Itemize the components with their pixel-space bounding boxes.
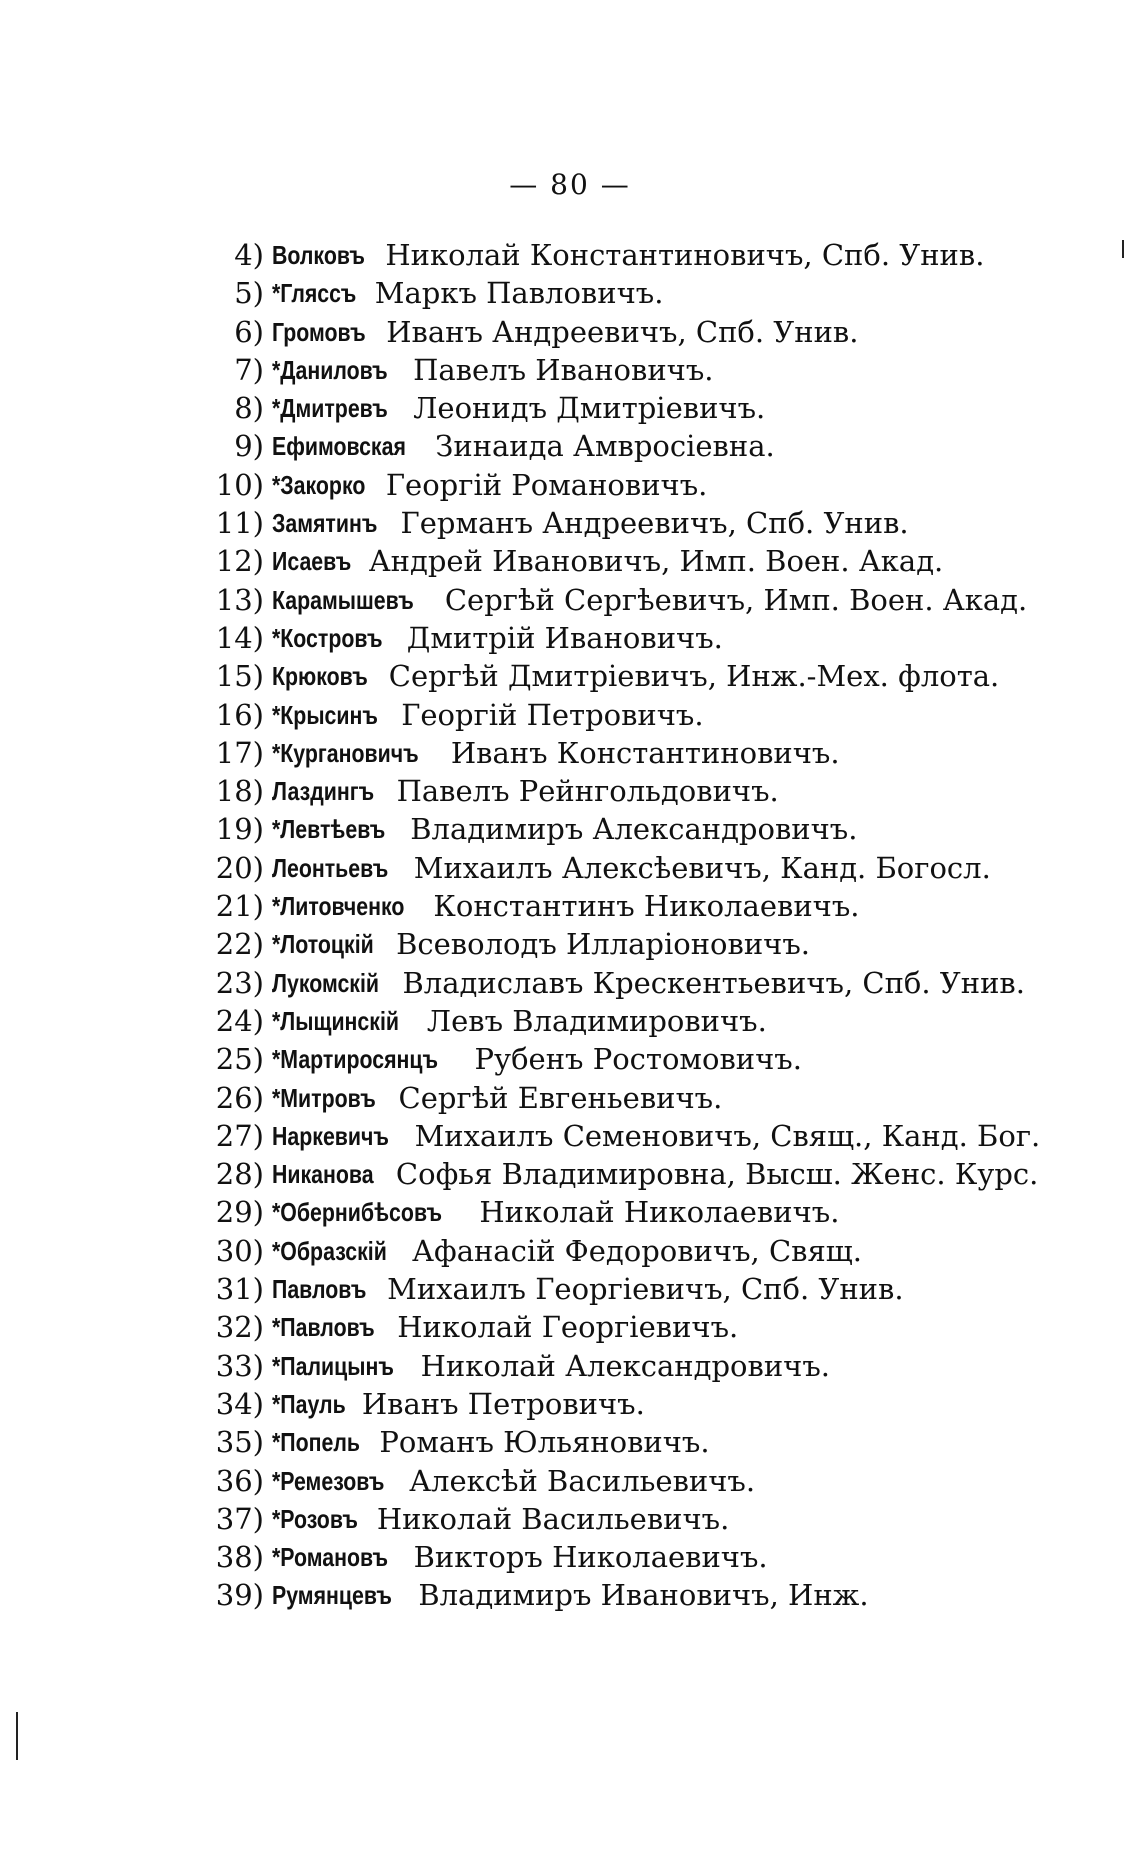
name-list: [0, 236, 1140, 1615]
entry-surname: Ефимовская: [272, 431, 406, 462]
entry-details: Алексѣй Васильевичъ.: [409, 1463, 756, 1498]
entry-details: Сергѣй Сергѣевичъ, Имп. Воен. Акад.: [444, 582, 1028, 617]
list-item: [0, 427, 1140, 465]
entry-details: Зинаида Амвросіевна.: [435, 429, 775, 464]
entry-details: Всеволодъ Илларіоновичъ.: [396, 927, 810, 962]
entry-surname: Румянцевъ: [272, 1580, 392, 1611]
entry-number: 15): [215, 659, 264, 694]
entry-number: 13): [215, 582, 264, 617]
entry-number: 26): [215, 1080, 264, 1115]
page-number: — 80 —: [509, 168, 631, 201]
entry-surname: Крюковъ: [272, 661, 368, 692]
entry-number: 31): [215, 1272, 264, 1307]
entry-details: Афанасій Федоровичъ, Свящ.: [412, 1233, 862, 1268]
entry-number: 28): [215, 1157, 264, 1192]
entry-number: 11): [215, 506, 264, 541]
list-item: [0, 887, 1140, 925]
entry-details: Иванъ Андреевичъ, Спб. Унив.: [386, 314, 859, 349]
entry-details: Викторъ Николаевичъ.: [413, 1540, 768, 1575]
entry-number: 33): [215, 1348, 264, 1383]
entry-number: 36): [215, 1463, 264, 1498]
list-item: [0, 581, 1140, 619]
entry-number: 4): [234, 238, 264, 272]
entry-number: 8): [234, 391, 264, 426]
entry-number: 12): [215, 544, 264, 579]
entry-details: Иванъ Петровичъ.: [361, 1386, 645, 1421]
entry-surname: *Лыщинскій: [272, 1005, 399, 1036]
entry-number: 6): [234, 314, 264, 349]
entry-number: 5): [234, 276, 264, 311]
list-item: [0, 1155, 1140, 1193]
entry-surname: *Гляссъ: [272, 278, 357, 309]
entry-surname: Карамышевъ: [272, 584, 414, 615]
list-item: [0, 351, 1140, 389]
list-item: [0, 1308, 1140, 1346]
entry-details: Владимиръ Александровичъ.: [410, 812, 858, 847]
list-item: [0, 389, 1140, 427]
list-item: [0, 1347, 1140, 1385]
list-item: [0, 1385, 1140, 1423]
entry-details: Николай Константиновичъ, Спб. Унив.: [385, 238, 985, 272]
entry-number: 7): [234, 352, 264, 387]
list-item: [0, 734, 1140, 772]
entry-number: 18): [215, 774, 264, 809]
entry-surname: *Романовъ: [272, 1542, 389, 1573]
entry-details: Маркъ Павловичъ.: [374, 276, 664, 311]
list-item: [0, 236, 1140, 274]
entry-surname: *Палицынъ: [272, 1350, 394, 1381]
list-item: [0, 1538, 1140, 1576]
entry-surname: Замятинъ: [272, 508, 378, 539]
entry-number: 20): [215, 850, 264, 885]
entry-details: Николай Георгіевичъ.: [397, 1310, 739, 1345]
scan-edge-mark: [1122, 240, 1124, 258]
entry-surname: Никанова: [272, 1159, 374, 1190]
list-item: [0, 1232, 1140, 1270]
entry-details: Германъ Андреевичъ, Спб. Унив.: [400, 506, 909, 541]
list-item: [0, 466, 1140, 504]
list-item: [0, 696, 1140, 734]
entry-surname: Леонтьевъ: [272, 852, 389, 883]
entry-details: Владимиръ Ивановичъ, Инж.: [418, 1578, 869, 1613]
entry-number: 23): [215, 965, 264, 1000]
entry-surname: *Костровъ: [272, 622, 383, 653]
entry-details: Леонидъ Дмитріевичъ.: [413, 391, 766, 426]
entry-surname: Исаевъ: [272, 546, 352, 577]
entry-surname: *Кургановичъ: [272, 737, 419, 768]
list-item: [0, 964, 1140, 1002]
entry-details: Павелъ Рейнгольдовичъ.: [396, 774, 779, 809]
entry-number: 34): [215, 1386, 264, 1421]
entry-surname: Громовъ: [272, 316, 366, 347]
list-item: [0, 1423, 1140, 1461]
entry-details: Сергѣй Дмитріевичъ, Инж.-Мех. флота.: [388, 659, 1000, 694]
entry-surname: *Павловъ: [272, 1312, 375, 1343]
entry-details: Левъ Владимировичъ.: [426, 1003, 767, 1038]
entry-details: Павелъ Ивановичъ.: [413, 352, 714, 387]
entry-surname: *Даниловъ: [272, 354, 388, 385]
entry-number: 38): [215, 1540, 264, 1575]
list-item: [0, 1576, 1140, 1614]
list-item: [0, 1079, 1140, 1117]
entry-surname: *Митровъ: [272, 1082, 376, 1113]
entry-number: 14): [215, 620, 264, 655]
list-item: [0, 1040, 1140, 1078]
entry-number: 29): [215, 1195, 264, 1230]
entry-details: Сергѣй Евгеньевичъ.: [398, 1080, 723, 1115]
entry-surname: *Крысинъ: [272, 699, 378, 730]
entry-details: Николай Александровичъ.: [420, 1348, 830, 1383]
entry-surname: *Попель: [272, 1427, 361, 1458]
entry-surname: Лукомскій: [272, 967, 379, 998]
entry-number: 22): [215, 927, 264, 962]
entry-number: 19): [215, 812, 264, 847]
entry-surname: *Закорко: [272, 469, 366, 500]
entry-surname: *Лотоцкій: [272, 929, 374, 960]
entry-surname: Наркевичъ: [272, 1120, 389, 1151]
entry-number: 10): [215, 467, 264, 502]
entry-surname: *Литовченко: [272, 891, 405, 922]
list-item: [0, 313, 1140, 351]
list-item: [0, 1117, 1140, 1155]
entry-number: 30): [215, 1233, 264, 1268]
list-item: [0, 810, 1140, 848]
entry-number: 32): [215, 1310, 264, 1345]
entry-number: 9): [234, 429, 264, 464]
entry-details: Рубенъ Ростомовичъ.: [474, 1042, 802, 1077]
entry-details: Константинъ Николаевичъ.: [433, 889, 860, 924]
entry-surname: Волковъ: [272, 240, 365, 270]
list-item: [0, 619, 1140, 657]
entry-surname: *Пауль: [272, 1388, 346, 1419]
entry-number: 17): [215, 735, 264, 770]
list-item: [0, 504, 1140, 542]
list-item: [0, 1500, 1140, 1538]
entry-surname: *Дмитревъ: [272, 393, 388, 424]
list-item: [0, 1270, 1140, 1308]
entry-details: Николай Васильевичъ.: [376, 1501, 730, 1536]
entry-details: Романъ Юльяновичъ.: [379, 1425, 710, 1460]
entry-number: 16): [215, 697, 264, 732]
entry-number: 27): [215, 1118, 264, 1153]
entry-details: Владиславъ Крескентьевичъ, Спб. Унив.: [402, 965, 1025, 1000]
entry-details: Николай Николаевичъ.: [479, 1195, 840, 1230]
entry-details: Андрей Ивановичъ, Имп. Воен. Акад.: [368, 544, 944, 579]
list-item: [0, 1462, 1140, 1500]
list-item: [0, 657, 1140, 695]
list-item: [0, 274, 1140, 312]
entry-surname: *Мартиросянцъ: [272, 1044, 439, 1075]
entry-number: 25): [215, 1042, 264, 1077]
scan-edge-mark: [16, 1712, 18, 1760]
entry-surname: *Ремезовъ: [272, 1465, 385, 1496]
entry-details: Михаилъ Семеновичъ, Свящ., Канд. Бог.: [414, 1118, 1041, 1153]
entry-number: 39): [215, 1578, 264, 1613]
list-item: [0, 772, 1140, 810]
entry-surname: *Образскій: [272, 1235, 387, 1266]
entry-surname: *Обернибѣсовъ: [272, 1197, 443, 1228]
entry-surname: *Розовъ: [272, 1503, 358, 1534]
list-item: [0, 1002, 1140, 1040]
entry-number: 21): [215, 889, 264, 924]
entry-details: Георгій Романовичъ.: [385, 467, 708, 502]
entry-number: 37): [215, 1501, 264, 1536]
list-item: [0, 925, 1140, 963]
entry-details: Георгій Петровичъ.: [401, 697, 704, 732]
entry-details: Михаилъ Георгіевичъ, Спб. Унив.: [387, 1272, 904, 1307]
entry-details: Дмитрій Ивановичъ.: [406, 620, 723, 655]
list-item: [0, 542, 1140, 580]
entry-number: 24): [215, 1003, 264, 1038]
entry-surname: Лаздингъ: [272, 776, 375, 807]
list-item: [0, 849, 1140, 887]
entry-details: Софья Владимировна, Высш. Женс. Курс.: [395, 1157, 1039, 1192]
entry-surname: *Левтѣевъ: [272, 814, 386, 845]
entry-surname: Павловъ: [272, 1274, 367, 1305]
entry-details: Иванъ Константиновичъ.: [450, 735, 840, 770]
entry-details: Михаилъ Алексѣевичъ, Канд. Богосл.: [413, 850, 991, 885]
list-item: [0, 1193, 1140, 1231]
entry-number: 35): [215, 1425, 264, 1460]
